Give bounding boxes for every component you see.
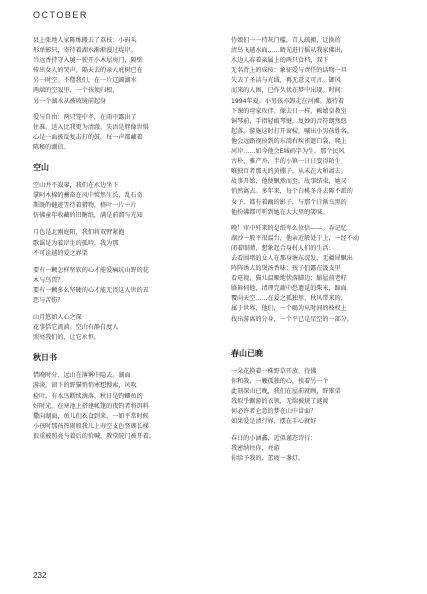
text-line: 掌阿木棉的蓄奋在风中愤然生长，乱石奇 (33, 192, 143, 200)
text-line: 他扮佛都可听到她在大大里的笑味。 (231, 208, 329, 216)
text-line: 游淡。窗下的野猫悄悄寒想搜索，风吹 (33, 382, 137, 390)
text-line: 清鸟飞越水面……睛光进行摇从我家佛出， (231, 47, 347, 55)
text-line: 斯既的健迹等待着猎物，格叶一片一片 (33, 202, 137, 210)
text-line: 无名背上的成按：象征爱与责任的话物一旦 (231, 67, 347, 75)
text-line: 小孩时那孩热闹般我儿上寿空支色竖瑚长梯 (33, 422, 149, 430)
section-title-kongshan: 空山 (33, 163, 49, 173)
page-number: 232 (33, 571, 47, 580)
poem-stanza (33, 266, 213, 306)
text-line: 陈秘的潮信。 (33, 143, 70, 151)
text-line: 心是一面被反复击打的鼓，每一声都藏着 (33, 133, 143, 141)
poem-stanza (231, 367, 414, 428)
text-line: 木与鸟兽？ (33, 276, 64, 284)
text-line: 悄然离去。多年来，每个白桃冬舟去陈不派的 (231, 188, 353, 196)
text-line: 恶与苦伤？ (33, 296, 64, 304)
text-line: 湖沙一般平很温台，他亲近般处于上，一经不动 (231, 234, 359, 242)
text-line: 花事恬它流淌。空山有静自度人 (33, 324, 119, 332)
intro-paragraph-2 (33, 113, 213, 153)
text-line: 唯独百者那天的黄棚子，从未在大和离去。 (231, 168, 347, 176)
text-line: 住准。送入比我更为清澈，失语是胖像世惧 (33, 123, 149, 131)
text-line: 好时光。在寒池上搭建帐篷的夜钓者将饵料 (33, 402, 149, 410)
text-line: 爱与自由：两只笼中孝，在雨中露出了 (33, 113, 137, 121)
text-line: 闭着眼睛，想象起合身村人们的生活： (231, 244, 335, 252)
text-line: 河岸……如今他会E城码字为生。那个民风 (231, 148, 345, 156)
text-line: 你和我，一颗孤独的心，挨着另一个 (231, 377, 329, 385)
text-line: 一朵花换着一株野草开放，待佛 (231, 367, 317, 375)
text-line: 形单影只，寄待着湖水渐渐漫过堤岸。 (33, 47, 137, 55)
text-line: 阵阵诱人的煲汤香味；孩子们露在汲支里 (231, 265, 341, 273)
text-line: 当远香持守入境一驶开小木屋房门，隔壁 (33, 57, 143, 65)
left-column (33, 36, 213, 448)
poem-stanza (33, 313, 213, 343)
text-line: 起落。游施这时打开窗棂，喊出小男孩姓名。 (231, 127, 353, 135)
text-line: 失去了圣洁与光域，再无意义可言。御风 (231, 77, 341, 85)
text-line: 我似乎飘游的衣领，无端被规了谜渡 (231, 397, 329, 405)
text-line: 他会远路视拉到的东湾右疾雀遮口袋，爬上 (231, 137, 347, 145)
text-line: 找出游离的分身，一个平已是星空的一部分。 (231, 315, 353, 323)
text-line: 水边人春着亲属上的两只食档，双下 (231, 57, 329, 65)
text-line: 属于世界，他们，一个喝为从时间的枝杈上 (231, 305, 347, 313)
text-line: 山月悠如人心之深 (33, 314, 82, 322)
text-line: 歌谣是为着岸生的孤吟，我为那 (33, 239, 119, 247)
prose-paragraph (231, 224, 414, 325)
intro-paragraph (33, 36, 213, 107)
text-line: 此刻深山已晚，我们在屋前就顾，野雉栗 (231, 387, 341, 395)
text-line: 要有一颗多么坚硬的心才能无畏这人世的丑 (33, 286, 149, 294)
text-line: 很重被照亮与着后的价喊。教堂院门被开着。 (33, 432, 155, 440)
text-line: 何必许者仑意的梦在山中冒面？ (231, 408, 317, 415)
text-line: 仿佛童年收藏的旧糖纸，满是前溜与光知 (33, 212, 143, 220)
text-line: 春日的小涵鑫，近似谨态诗行： (231, 435, 317, 443)
text-line: 下课的弯家玫伴。像去日一样，赖嬉皇教室 (231, 107, 347, 115)
text-line: 另一个湖水从被坡镜前起身 (33, 97, 107, 105)
right-column (231, 36, 414, 471)
prose-paragraph (231, 36, 414, 218)
text-line: 撒向湖面，鱼儿们衣食到来。一如平常时候 (33, 412, 149, 420)
text-line: 月色是北刚庭阳，我们将双臂紧抱 (33, 229, 125, 237)
text-line: 侍娘们一一持灰门槛，青人疏搬，迁换的 (231, 37, 341, 44)
section-title-qiurishu: 秋日书 (33, 353, 57, 363)
poem-stanza (231, 434, 414, 464)
text-line: 两端的空寂里，一个孩须归根， (33, 87, 119, 95)
text-line: 女子，都有着幽的影子，与那个日渐乌黑的 (231, 198, 347, 206)
section-title-chunshanyiwan: 春山已晚 (231, 348, 263, 358)
text-line: 1994年夏。小男孩亦卸走在河滩。蒸待着 (231, 97, 345, 105)
prose-paragraph (33, 371, 213, 442)
text-line: 空山并不寂寥，我们在水边坐下 (33, 182, 119, 190)
text-line: 古朴、雅产舟、半的小镇一日日变得陌生 (231, 158, 341, 166)
text-line: 不可诠越的爱之界栗 (33, 249, 88, 257)
text-line: 铜琴前，手指轻敲琴键，复妙的音符朗然悠 (231, 117, 347, 125)
text-line: 另一时空。不僧我们，在一片辽阔湖水 (33, 77, 137, 85)
text-line: 我密纳往你，亮游 (231, 445, 280, 453)
running-header: OCTOBER (33, 10, 88, 20)
text-line: 检叶，有水鸟断续滴落。秋日是钓鲫鱼的 (33, 392, 143, 400)
text-line: 县上张地人家陈炼搬去了荔枝：小码头 (33, 37, 137, 44)
text-line: 传出女人的哭声。隔天去的亲人庇树已在 (33, 67, 143, 75)
text-line: 如果爱是清行界，摆在手心就好 (231, 418, 317, 426)
text-line: 要有一颗怎样坚软的心才能爱痛坑山野的花 (33, 266, 149, 274)
text-line: 惜晚时分，远山在薄雾中隐去。湖面 (33, 372, 131, 380)
text-line: 看电视，猫儿温顺地伏落脚边；縮屋前老籽 (231, 275, 347, 283)
poem-stanza (33, 181, 213, 221)
poem-stanza (33, 228, 213, 258)
text-line: 胳唇伺他，清理完蔬中恐遗觅的柴米，蹄面 (231, 285, 347, 293)
text-line: 故事开始，他便飘然而至，故事结束，她又 (231, 178, 347, 186)
text-line: 晚！审中歼来的是纸卑么位倍——。吞记忆 (231, 224, 347, 232)
text-line: 覆向天空……在爱之孤独里，秋风带来的， (231, 295, 347, 303)
text-line: 去看围堵的女人在那身塘东浣发，无疆犀飘出 (231, 254, 353, 262)
text-line: 你给予我的，蕾疲一盏灯。 (231, 455, 305, 463)
text-line: 照亮我们的，让它永恒。 (33, 334, 101, 342)
text-line: 而来的人困，已作久伏在梦中出现。时间： (231, 87, 347, 95)
